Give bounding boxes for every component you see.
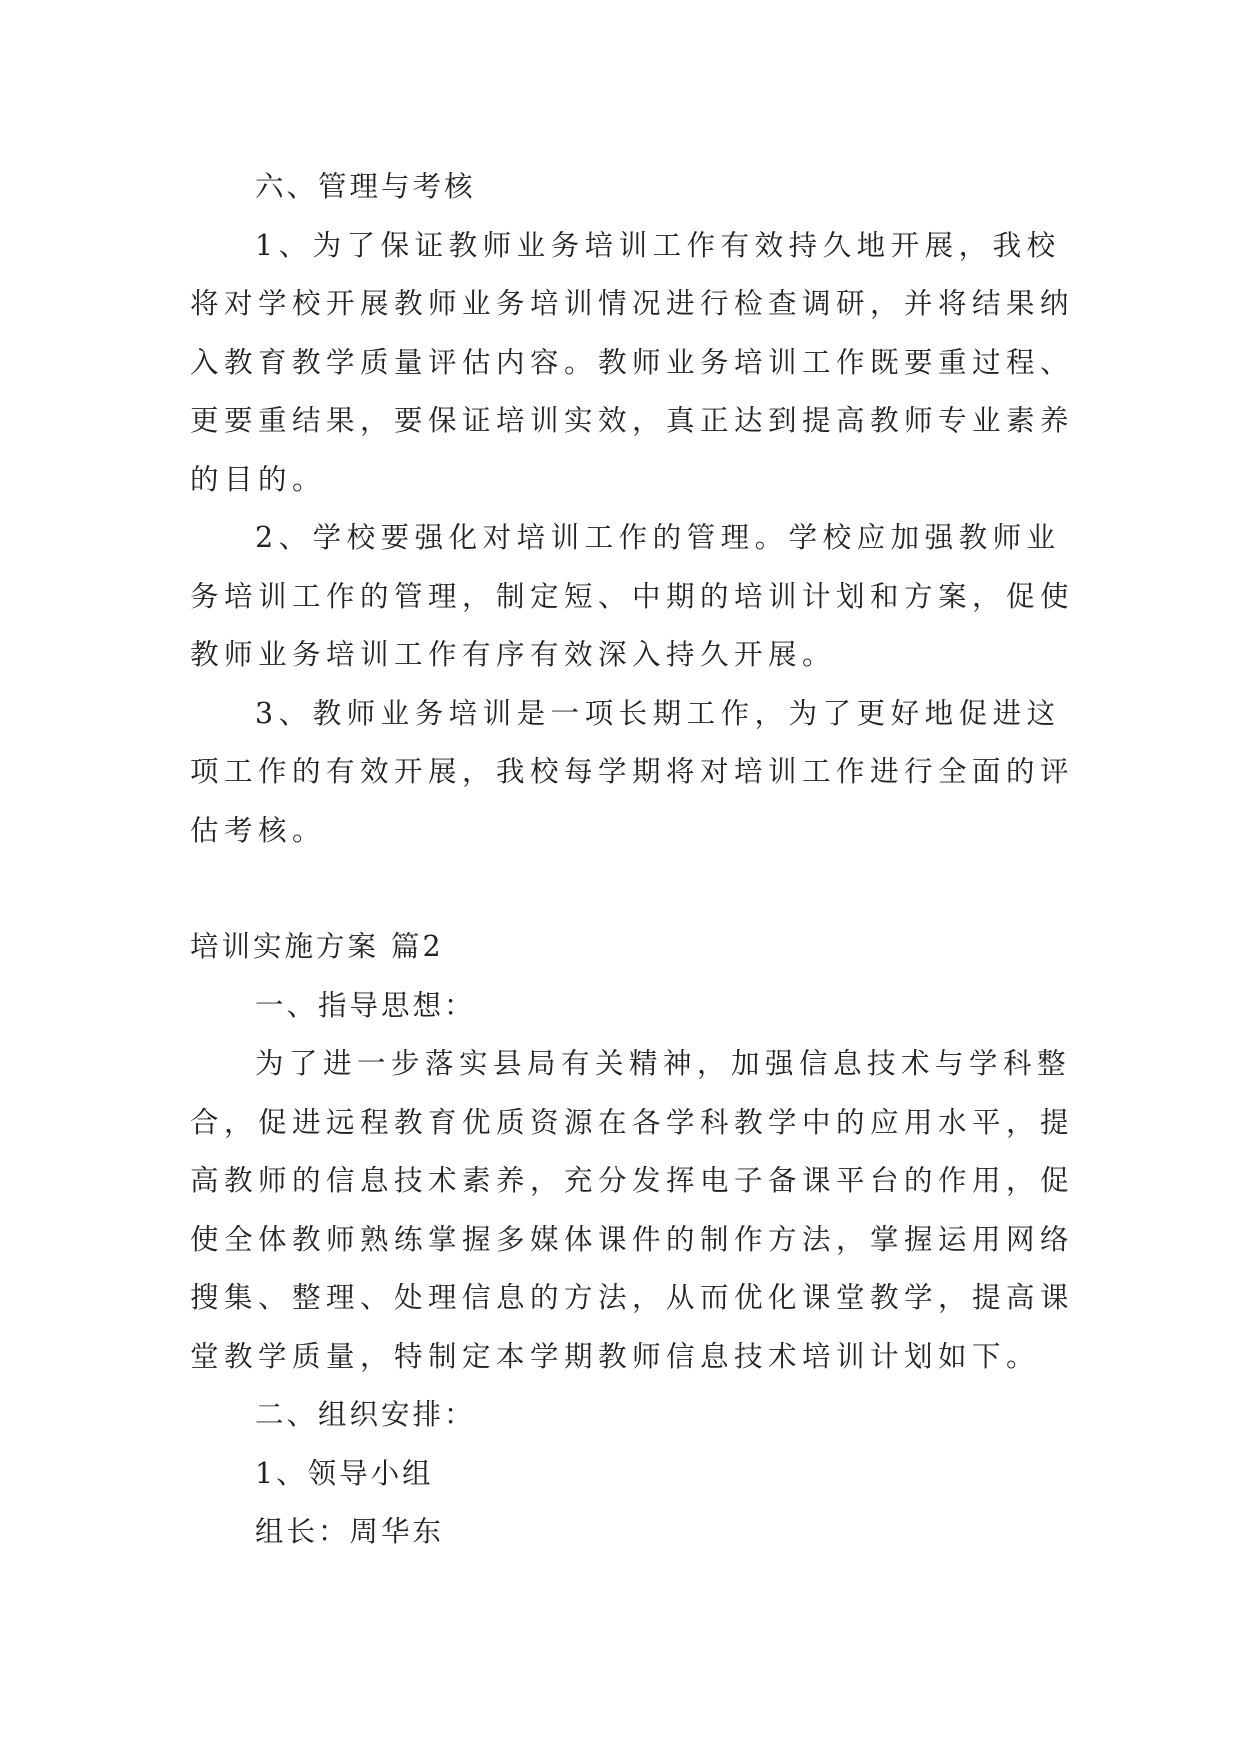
paragraph-line: 教师业务培训工作有序有效深入持久开展。 bbox=[190, 638, 837, 671]
paragraph-line: 高教师的信息技术素养，充分发挥电子备课平台的作用，促 bbox=[190, 1164, 1075, 1197]
section-heading: 六、管理与考核 bbox=[255, 170, 476, 203]
section-heading: 二、组织安排： bbox=[255, 1398, 476, 1431]
paragraph bbox=[190, 1035, 1075, 1386]
paragraph-line: 3、教师业务培训是一项长期工作，为了更好地促进这 bbox=[255, 696, 1061, 730]
paragraph-line: 为了进一步落实县局有关精神，加强信息技术与学科整 bbox=[255, 1047, 1072, 1080]
paragraph-line: 合，促进远程教育优质资源在各学科教学中的应用水平，提 bbox=[190, 1105, 1075, 1139]
paragraph-line: 堂教学质量，特制定本学期教师信息技术培训计划如下。 bbox=[190, 1339, 1041, 1373]
document-body bbox=[190, 158, 1075, 1562]
paragraph-line: 1、为了保证教师业务培训工作有效持久地开展，我校 bbox=[255, 228, 1061, 262]
subsection-heading: 1、领导小组 bbox=[255, 1456, 434, 1490]
paragraph-line: 的目的。 bbox=[190, 462, 327, 496]
paragraph bbox=[190, 685, 1075, 861]
leader-entry: 组长：周华东 bbox=[255, 1515, 445, 1548]
paragraph-line: 2、学校要强化对培训工作的管理。学校应加强教师业 bbox=[255, 521, 1061, 554]
paragraph-line: 更要重结果，要保证培训实效，真正达到提高教师专业素养 bbox=[190, 404, 1075, 437]
paragraph-line: 使全体教师熟练掌握多媒体课件的制作方法，掌握运用网络 bbox=[190, 1222, 1075, 1256]
paragraph bbox=[190, 217, 1075, 510]
section-heading: 一、指导思想： bbox=[255, 988, 476, 1022]
paragraph-line: 务培训工作的管理，制定短、中期的培训计划和方案，促使 bbox=[190, 579, 1075, 613]
paragraph-line: 项工作的有效开展，我校每学期将对培训工作进行全面的评 bbox=[190, 755, 1075, 788]
section-spacer bbox=[190, 860, 1070, 918]
paragraph-line: 入教育教学质量评估内容。教师业务培训工作既要重过程、 bbox=[190, 345, 1075, 379]
plan-title: 培训实施方案 篇2 bbox=[190, 930, 444, 963]
paragraph-line: 估考核。 bbox=[190, 813, 327, 847]
paragraph-line: 搜集、整理、处理信息的方法，从而优化课堂教学，提高课 bbox=[190, 1281, 1075, 1314]
paragraph-line: 将对学校开展教师业务培训情况进行检查调研，并将结果纳 bbox=[190, 287, 1075, 320]
paragraph bbox=[190, 509, 1075, 685]
